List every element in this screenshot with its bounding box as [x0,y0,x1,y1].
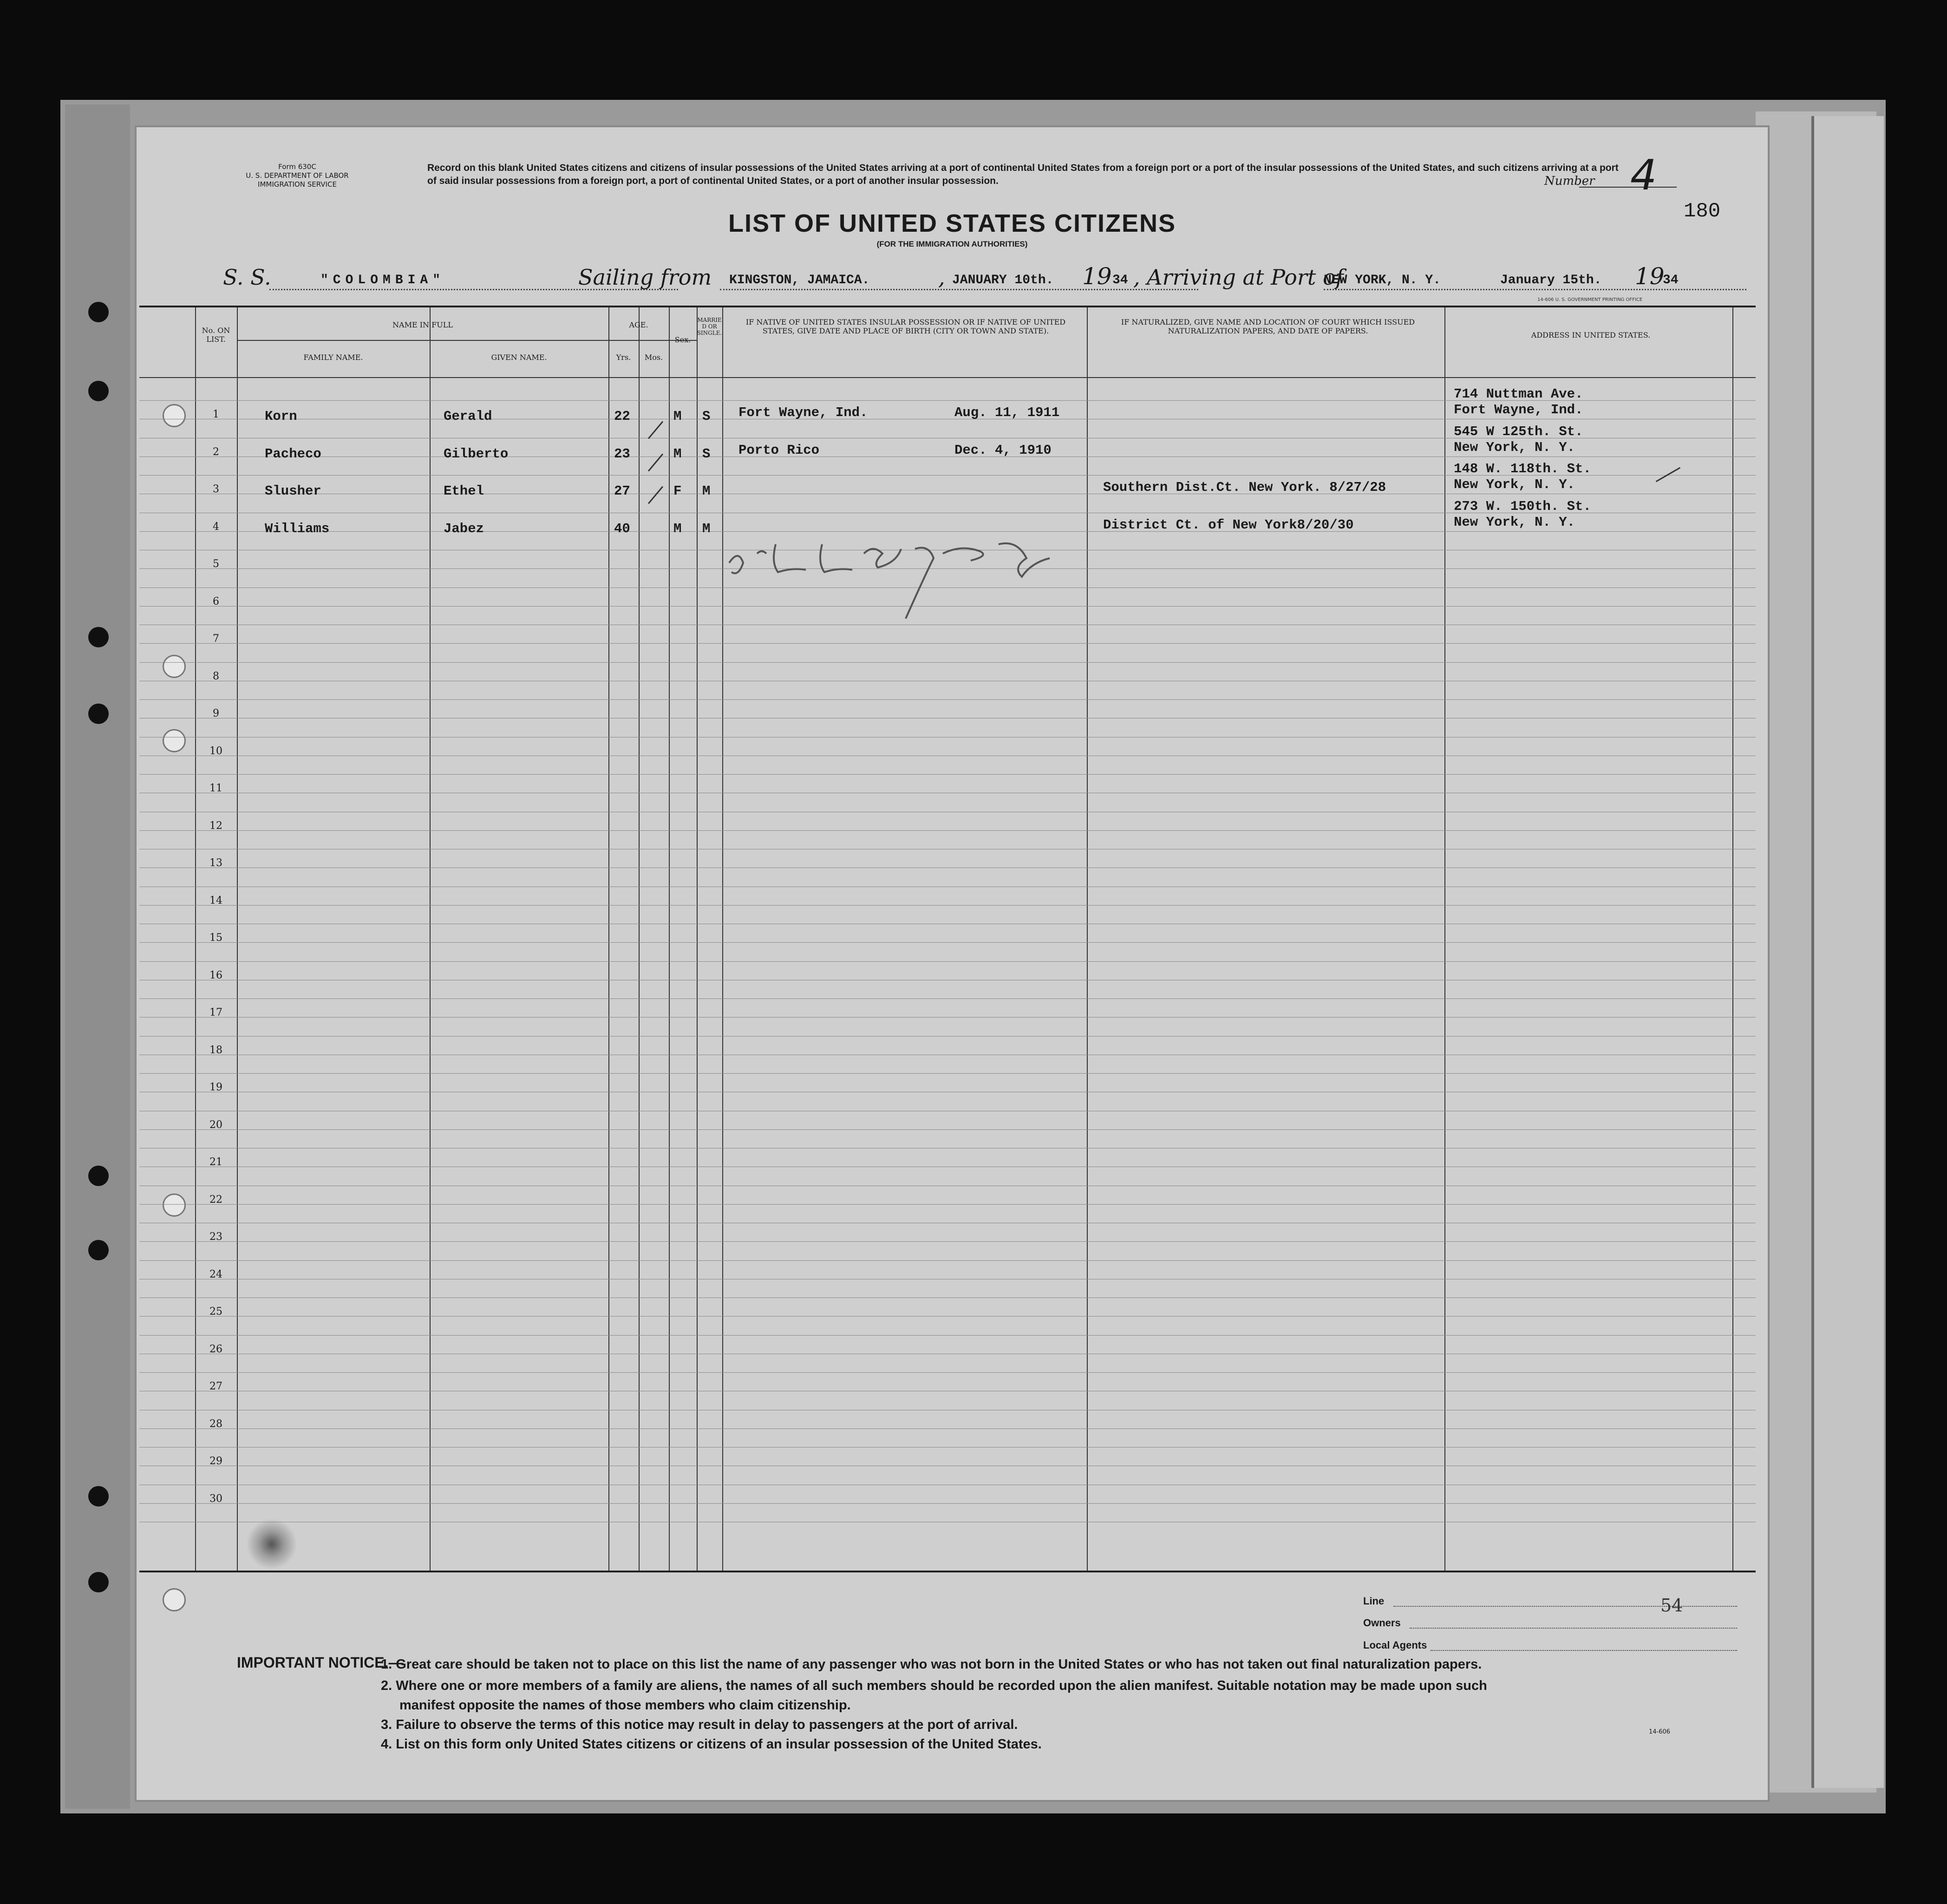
row-number: 23 [209,1231,222,1243]
ruled-line [139,1036,1756,1037]
binder-hole [88,302,109,322]
given-name-cell: Gerald [444,409,492,424]
ruled-line [139,1447,1756,1448]
arrival-year: 34 [1663,273,1679,287]
header-age: AGE. [629,320,648,329]
page-title: LIST OF UNITED STATES CITIZENS [728,209,1176,237]
marital-status-cell: S [702,409,711,424]
ruled-line [139,998,1756,999]
header-given-name: GIVEN NAME. [491,353,547,362]
ruled-line [139,699,1756,700]
page-subtitle: (FOR THE IMMIGRATION AUTHORITIES) [876,240,1028,248]
sex-cell: M [673,409,682,424]
birth-place-cell: Fort Wayne, Ind. [738,405,868,420]
check-mark [1656,467,1680,483]
address-line1-cell: 148 W. 118th. St. [1454,461,1591,476]
header-naturalized: IF NATURALIZED, GIVE NAME AND LOCATION OF COURT WHICH ISSUED NATURALIZATION PAPERS, AND DATE OF PAPERS. [1121,318,1415,335]
arrival-port: NEW YORK, N. Y. [1324,273,1441,287]
printer-mark: 14-606 U. S. GOVERNMENT PRINTING OFFICE [1537,297,1643,302]
form-number: 14-606 [1649,1728,1671,1735]
ruled-line [139,774,1756,775]
ruled-line [139,1503,1756,1504]
departure-year-prefix: 19 [1082,263,1112,290]
row-number: 19 [209,1082,222,1093]
list-number: 4 [1630,151,1657,200]
check-mark [648,486,663,504]
column-divider [722,307,723,1571]
header-married-single: MARRIED OR SINGLE. [697,317,722,336]
header-no-on-list: No. ON LIST. [202,326,230,344]
notice-item: manifest opposite the names of those members who claim citizenship. [399,1698,851,1713]
comma: , [938,265,945,290]
row-number: 30 [209,1493,222,1505]
column-divider [669,307,670,1571]
number-label: Number [1544,174,1595,188]
row-number: 16 [209,969,222,981]
row-number: 17 [209,1007,222,1018]
corner-mark: 54 [1660,1595,1683,1616]
header-family-name: FAMILY NAME. [303,353,363,362]
header-name-in-full: NAME IN FULL [392,320,453,329]
binder-hole [88,1486,109,1506]
sex-cell: F [673,483,682,499]
header-address: ADDRESS IN UNITED STATES. [1531,331,1651,339]
column-divider [237,307,238,1571]
row-number: 22 [209,1193,222,1206]
row-number: 18 [209,1044,222,1056]
form-id-line: U. S. DEPARTMENT OF LABOR [246,171,349,180]
departure-year: 34 [1112,273,1128,287]
family-name-cell: Williams [265,521,330,536]
ruled-line [139,961,1756,962]
ruled-line [139,662,1756,663]
row-number: 1 [213,409,219,420]
age-years-cell: 22 [614,409,630,424]
ruled-line [139,1316,1756,1317]
sailing-dotted-line [720,289,1198,290]
arrival-dotted-line [1324,289,1746,290]
binding-strip [65,104,130,1809]
address-line2-cell: New York, N. Y. [1454,477,1575,492]
binder-hole [88,627,109,647]
row-number: 2 [213,446,219,458]
ruled-line [139,905,1756,906]
line-field [1393,1606,1737,1607]
check-mark [648,421,663,439]
page-stamp: 180 [1684,200,1721,223]
marital-status-cell: S [702,446,711,462]
marital-status-cell: M [702,521,711,536]
ruled-line [139,1335,1756,1336]
punch-hole [163,1588,186,1611]
marital-status-cell: M [702,483,711,499]
column-divider [195,307,196,1571]
number-underline [1579,187,1677,188]
row-number: 4 [213,521,219,533]
naturalization-court-cell: District Ct. of New York8/20/30 [1103,517,1354,533]
row-number: 12 [209,820,222,832]
row-number: 14 [209,894,222,906]
naturalization-court-cell: Southern Dist.Ct. New York. 8/27/28 [1103,480,1386,495]
form-id-line: Form 630C [278,163,316,171]
column-divider [1087,307,1088,1571]
row-number: 5 [213,558,219,570]
ship-name: "COLOMBIA" [320,273,445,287]
row-number: 27 [209,1381,222,1392]
row-number: 21 [209,1156,222,1168]
birth-date-cell: Aug. 11, 1911 [954,405,1060,420]
binder-hole [88,381,109,401]
row-number: 6 [213,595,219,607]
column-divider [1732,307,1733,1571]
ruled-line [139,643,1756,644]
column-divider [608,307,609,1571]
age-years-cell: 23 [614,446,630,462]
header-months: Mos. [644,353,663,362]
birth-place-cell: Porto Rico [738,442,820,458]
row-number: 10 [209,745,222,757]
inspector-signature [720,526,1161,628]
row-number: 8 [213,670,219,682]
passenger-table [139,306,1756,1572]
birth-date-cell: Dec. 4, 1910 [954,442,1052,458]
row-number: 15 [209,932,222,944]
ruled-line [139,1073,1756,1074]
ruled-line [139,1428,1756,1429]
departure-date: JANUARY 10th. [952,273,1054,287]
arrival-date: January 15th. [1500,273,1602,287]
sex-cell: M [673,521,682,536]
notice-item: 1. Great care should be taken not to place on this list the name of any passenger who was not born in the United States or who has not taken out final naturalization papers. [381,1657,1482,1672]
form-id-line: IMMIGRATION SERVICE [258,180,337,189]
local-agents-field [1431,1650,1737,1651]
ruled-line [139,830,1756,831]
family-name-cell: Pacheco [265,446,321,462]
sailing-label: Sailing from [578,265,712,290]
ruled-line [139,867,1756,868]
row-number: 7 [213,633,219,645]
notice-heading: IMPORTANT NOTICE.— [237,1654,404,1671]
notice-item: 2. Where one or more members of a family are aliens, the names of all such members should be recorded upon the alien manifest. Suitable notation may be made upon such [381,1678,1487,1693]
column-divider [1444,307,1445,1571]
age-years-cell: 40 [614,521,630,536]
row-number: 25 [209,1306,222,1317]
underlying-sheet-edge [1811,116,1884,1788]
ss-label: S. S. [223,265,271,290]
column-divider [697,307,698,1571]
binder-hole [88,1572,109,1592]
notice-item: 4. List on this form only United States citizens or citizens of an insular possession of the United States. [381,1737,1042,1752]
row-number: 24 [209,1268,222,1280]
given-name-cell: Ethel [444,483,484,499]
arrival-year-prefix: 19 [1635,263,1665,290]
family-name-cell: Slusher [265,483,321,499]
sailing-from: KINGSTON, JAMAICA. [729,273,870,287]
column-divider [430,307,431,1571]
binder-hole [88,704,109,724]
ruled-line [139,1372,1756,1373]
ruled-line [139,1204,1756,1205]
header-rule [237,340,697,341]
address-line1-cell: 545 W 125th. St. [1454,424,1583,439]
ruled-line [139,942,1756,943]
ruled-line [139,456,1756,457]
owners-label: Owners [1363,1617,1401,1629]
arriving-label: , Arriving at Port of [1133,265,1344,290]
address-line2-cell: New York, N. Y. [1454,439,1575,455]
row-number: 20 [209,1119,222,1131]
manifest-page [135,125,1770,1802]
address-line1-cell: 273 W. 150th. St. [1454,498,1591,514]
row-number: 28 [209,1418,222,1430]
ruled-line [139,1241,1756,1242]
header-sex: Sex. [674,335,691,344]
form-instructions: Record on this blank United States citizens and citizens of insular possessions of the United States arriving at a port of continental United States from a foreign port or a port of the insular possessions of the United States, and such citizens arriving at a port of said insular possessions from a foreign port, a port of continental United States, or a port of another insular possession. [427,163,1619,186]
owners-field [1410,1628,1737,1629]
notice-item: 3. Failure to observe the terms of this notice may result in delay to passengers at the port of arrival. [381,1717,1018,1732]
line-label: Line [1363,1595,1385,1607]
header-birth: IF NATIVE OF UNITED STATES INSULAR POSSESSION OR IF NATIVE OF UNITED STATES, GIVE DATE AND PLACE OF BIRTH (CITY OR TOWN AND STATE). [745,318,1066,335]
row-number: 9 [213,708,219,719]
age-years-cell: 27 [614,483,630,499]
local-agents-label: Local Agents [1363,1639,1427,1651]
column-divider [639,307,640,1571]
binder-hole [88,1240,109,1260]
ruled-line [139,1260,1756,1261]
address-line1-cell: 714 Nuttman Ave. [1454,386,1583,402]
header-bottom-rule [139,377,1756,378]
sex-cell: M [673,446,682,462]
address-line2-cell: Fort Wayne, Ind. [1454,402,1583,417]
binder-hole [88,1166,109,1186]
row-number: 13 [209,857,222,869]
form-identifier [190,163,404,189]
ruled-line [139,1129,1756,1130]
given-name-cell: Gilberto [444,446,509,462]
family-name-cell: Korn [265,409,297,424]
given-name-cell: Jabez [444,521,484,536]
row-number: 3 [213,483,219,495]
address-line2-cell: New York, N. Y. [1454,514,1575,530]
row-number: 11 [209,782,222,794]
row-number: 29 [209,1455,222,1467]
ink-smudge [246,1519,297,1570]
row-number: 26 [209,1343,222,1355]
header-years: Yrs. [616,353,631,362]
